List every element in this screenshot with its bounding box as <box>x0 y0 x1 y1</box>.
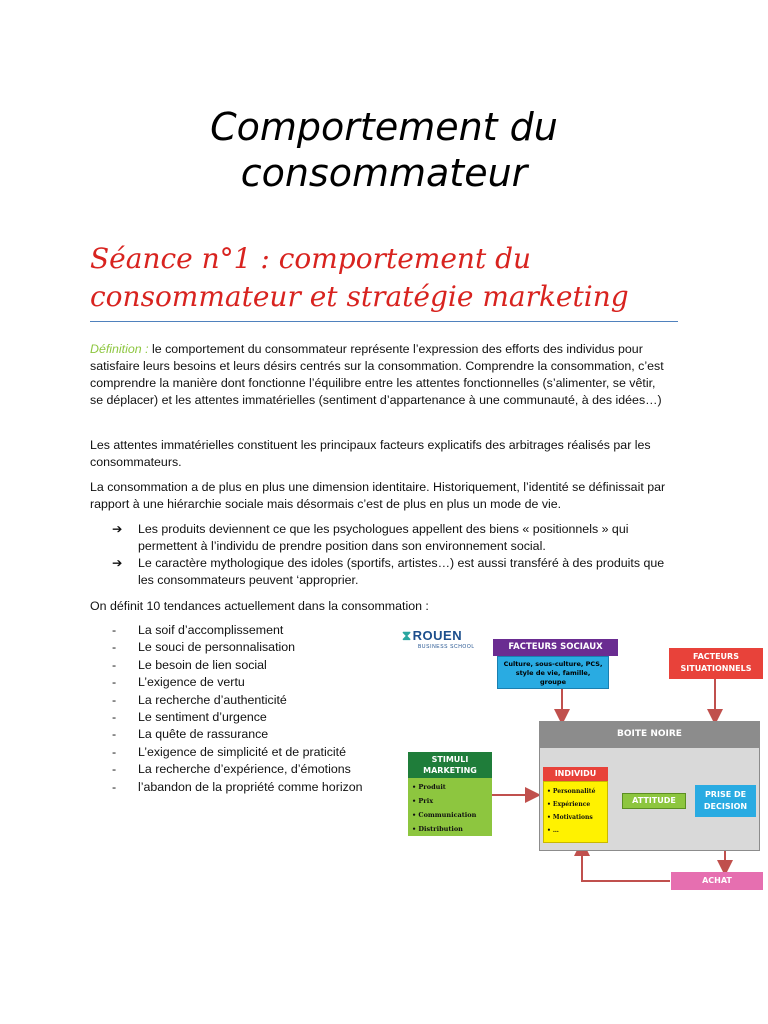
stimuli-marketing-header: STIMULI MARKETING <box>408 752 492 778</box>
dash-bullet: - <box>112 675 117 690</box>
dash-bullet: - <box>112 692 117 707</box>
individu-list <box>543 781 608 843</box>
trend-text: Le besoin de lien social <box>138 657 267 672</box>
stimuli-item: • Produit <box>412 783 446 791</box>
trend-text: La soif d’accomplissement <box>138 623 284 637</box>
dash-bullet: - <box>112 727 117 742</box>
title-line-1: Comportement du <box>210 105 558 149</box>
logo-text: ROUEN <box>412 628 463 643</box>
subtitle-line-2: consommateur et stratégie marketing <box>90 280 629 313</box>
dash-bullet: - <box>112 623 117 637</box>
facteurs-sociaux-header: FACTEURS SOCIAUX <box>493 639 618 656</box>
title-line-2: consommateur <box>240 151 528 195</box>
arrow-icon: ➔ <box>112 522 123 536</box>
arrow-item-text: Le caractère mythologique des idoles (sportifs, artistes…) est aussi transféré à des produits que les consommateurs peuvent ‘approprier. <box>138 556 665 587</box>
prise-de-decision-box: PRISE DE DECISION <box>695 785 756 817</box>
dash-bullet: - <box>112 657 117 672</box>
trend-text: L’exigence de vertu <box>138 675 245 690</box>
individu-item: • Personnalité <box>547 788 596 795</box>
paragraph-immaterial: Les attentes immatérielles constituent les principaux facteurs explicatifs des arbitrages réalisés par les consommateurs. <box>90 438 651 469</box>
arrow-item-text: Les produits deviennent ce que les psychologues appellent des biens « positionnels » qui permettent à l’individu de prendre position dans son environnement social. <box>138 522 629 553</box>
trends-intro: On définit 10 tendances actuellement dans la consommation : <box>90 599 429 613</box>
trend-text: l’abandon de la propriété comme horizon <box>138 779 363 794</box>
dash-bullet: - <box>112 640 117 655</box>
boite-noire-header: BOITE NOIRE <box>539 721 760 748</box>
dash-bullet: - <box>112 762 117 777</box>
trend-text: La quête de rassurance <box>138 727 269 742</box>
attitude-box: ATTITUDE <box>622 793 686 809</box>
definition-text: le comportement du consommateur représente l’expression des efforts des individus pour satisfaire leurs besoins et leurs désirs centrés sur la consommation. Comprendre la consommation, c’est comprendre la manière dont fonctionne l’équilibre entre les attentes fonctionnelles (s’alimenter, se vêtir, se déplacer) et les attentes immatérielles (sentiment d’appartenance à une communauté, à des idées…) <box>90 342 664 407</box>
trend-text: La recherche d’expérience, d’émotions <box>138 762 351 777</box>
logo-mark-icon: ⧗ <box>402 628 412 643</box>
dash-bullet: - <box>112 744 117 759</box>
individu-item: • Expérience <box>547 801 591 808</box>
dash-bullet: - <box>112 779 117 794</box>
arrow-icon: ➔ <box>112 556 123 570</box>
dash-bullet: - <box>112 710 117 725</box>
individu-header: INDIVIDU <box>543 767 608 781</box>
achat-box: ACHAT <box>671 872 763 890</box>
definition-label: Définition : <box>90 342 152 356</box>
stimuli-item: • Communication <box>412 811 477 819</box>
logo-subtitle: BUSINESS SCHOOL <box>418 644 475 650</box>
stimuli-marketing-list <box>408 778 492 836</box>
subtitle-line-1: Séance n°1 : comportement du <box>90 242 532 275</box>
stimuli-item: • Distribution <box>412 825 463 833</box>
trend-text: Le sentiment d’urgence <box>138 710 267 725</box>
trend-text: La recherche d’authenticité <box>138 692 287 707</box>
paragraph-identity: La consommation a de plus en plus une dimension identitaire. Historiquement, l’identité se définissait par rapport à une hiérarchie sociale mais désormais c’est de plus en plus un mode de vie. <box>90 480 666 511</box>
trend-text: L’exigence de simplicité et de praticité <box>138 744 347 759</box>
individu-item: • Motivations <box>547 814 593 821</box>
individu-item: • … <box>547 827 559 834</box>
facteurs-sociaux-detail: Culture, sous-culture, PCS, style de vie, famille, groupe <box>497 656 609 689</box>
stimuli-item: • Prix <box>412 797 434 805</box>
facteurs-situationnels: FACTEURS SITUATIONNELS <box>669 648 763 679</box>
trend-text: Le souci de personnalisation <box>138 640 296 655</box>
